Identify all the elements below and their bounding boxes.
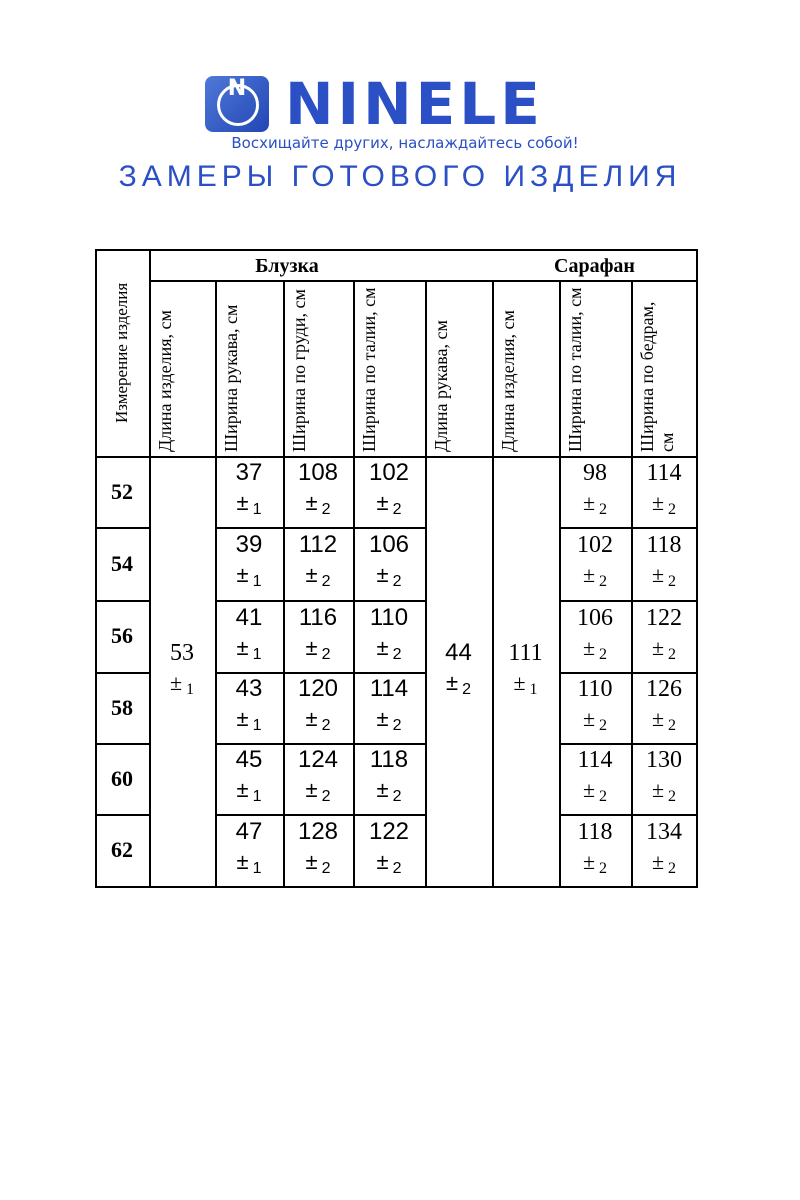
cell-tolerance: ± 2 bbox=[651, 490, 677, 518]
cell-tolerance: ± 1 bbox=[236, 848, 262, 877]
column-header: Ширина по груди, см bbox=[289, 289, 309, 452]
hips-width-cell bbox=[631, 743, 697, 814]
cell-tolerance: ± 2 bbox=[446, 669, 471, 698]
column-header: Ширина рукава, см bbox=[221, 304, 241, 452]
sleeve-width-cell bbox=[215, 743, 283, 814]
size-label: 62 bbox=[111, 837, 133, 862]
cell-value: 126 bbox=[646, 676, 682, 702]
sarafan-waist-cell bbox=[559, 600, 631, 672]
sleeve-width-cell bbox=[215, 814, 283, 886]
sleeve-width-cell bbox=[215, 672, 283, 743]
sarafan-waist-cell bbox=[559, 456, 631, 527]
sleeve-width-cell bbox=[215, 456, 283, 527]
cell-tolerance: ± 1 bbox=[236, 490, 262, 518]
cell-tolerance: ± 2 bbox=[305, 706, 331, 734]
chest-width-cell bbox=[283, 600, 353, 672]
cell-tolerance: ± 1 bbox=[236, 777, 262, 805]
cell-value: 39 bbox=[235, 531, 263, 558]
cell-value: 118 bbox=[577, 818, 613, 845]
sarafan-waist-cell bbox=[559, 814, 631, 886]
cell-value: 124 bbox=[297, 746, 339, 773]
cell-value: 110 bbox=[577, 676, 613, 702]
column-header: Ширина по талии, см bbox=[565, 287, 585, 452]
column-header: Ширина по бедрам, см bbox=[637, 301, 677, 452]
cell-tolerance: ± 2 bbox=[376, 562, 402, 590]
waist-width-cell bbox=[353, 814, 425, 886]
cell-value: 116 bbox=[298, 603, 338, 631]
cell-tolerance: ± 2 bbox=[651, 706, 677, 734]
cell-value: 110 bbox=[369, 603, 409, 631]
cell-value: 102 bbox=[368, 459, 410, 486]
cell-value: 41 bbox=[235, 603, 263, 631]
waist-width-cell bbox=[353, 743, 425, 814]
chest-width-cell bbox=[283, 743, 353, 814]
sarafan-length-cell bbox=[492, 456, 559, 886]
cell-tolerance: ± 2 bbox=[376, 706, 402, 734]
hips-width-cell bbox=[631, 456, 697, 527]
waist-width-cell bbox=[353, 456, 425, 527]
cell-value: 45 bbox=[235, 746, 263, 773]
cell-tolerance: ± 2 bbox=[376, 848, 402, 877]
cell-value: 128 bbox=[297, 817, 339, 845]
cell-tolerance: ± 2 bbox=[651, 634, 677, 663]
cell-value: 102 bbox=[577, 532, 613, 558]
sarafan-waist-cell bbox=[559, 672, 631, 743]
size-label: 54 bbox=[111, 550, 133, 576]
cell-tolerance: ± 2 bbox=[582, 777, 608, 805]
cell-tolerance: ± 2 bbox=[305, 848, 331, 877]
waist-width-cell bbox=[353, 672, 425, 743]
sleeve-width-cell bbox=[215, 600, 283, 672]
cell-value: 118 bbox=[646, 532, 682, 558]
hips-width-cell bbox=[631, 527, 697, 600]
column-header: Длина изделия, см bbox=[155, 310, 175, 452]
cell-value: 118 bbox=[369, 746, 409, 773]
cell-tolerance: ± 2 bbox=[305, 777, 331, 805]
cell-value: 37 bbox=[235, 459, 263, 486]
column-header: Длина изделия, см bbox=[498, 310, 518, 452]
cell-value: 112 bbox=[298, 531, 338, 558]
column-header: Длина рукава, см bbox=[431, 320, 451, 452]
cell-tolerance: ± 2 bbox=[305, 490, 331, 518]
cell-value: 114 bbox=[646, 460, 682, 486]
cell-value: 108 bbox=[297, 459, 339, 486]
cell-value: 53 bbox=[170, 639, 194, 666]
brand-tagline: Восхищайте других, наслаждайтесь собой! bbox=[231, 134, 579, 152]
chest-width-cell bbox=[283, 814, 353, 886]
cell-value: 43 bbox=[235, 675, 263, 702]
brand-badge-letter: N bbox=[227, 76, 247, 101]
cell-value: 130 bbox=[646, 747, 682, 773]
waist-width-cell bbox=[353, 527, 425, 600]
cell-tolerance: ± 2 bbox=[305, 634, 331, 663]
cell-tolerance: ± 2 bbox=[376, 490, 402, 518]
cell-value: 114 bbox=[369, 675, 409, 702]
cell-value: 47 bbox=[235, 817, 263, 845]
cell-value: 44 bbox=[445, 638, 472, 666]
cell-value: 122 bbox=[646, 604, 682, 631]
cell-value: 122 bbox=[368, 817, 410, 845]
group-header-blouse: Блузка bbox=[255, 255, 319, 277]
cell-value: 106 bbox=[368, 531, 410, 558]
sleeve-width-cell bbox=[215, 527, 283, 600]
cell-tolerance: ± 1 bbox=[513, 669, 538, 698]
cell-tolerance: ± 2 bbox=[582, 848, 608, 877]
cell-tolerance: ± 1 bbox=[236, 634, 262, 663]
cell-tolerance: ± 2 bbox=[305, 562, 331, 590]
cell-tolerance: ± 2 bbox=[651, 777, 677, 805]
hips-width-cell bbox=[631, 672, 697, 743]
size-label: 60 bbox=[111, 765, 133, 791]
cell-value: 114 bbox=[577, 747, 613, 773]
cell-tolerance: ± 2 bbox=[376, 777, 402, 805]
size-label: 52 bbox=[111, 478, 133, 504]
sarafan-waist-cell bbox=[559, 743, 631, 814]
group-header-sarafan: Сарафан bbox=[554, 255, 635, 277]
cell-tolerance: ± 2 bbox=[582, 562, 608, 590]
cell-value: 120 bbox=[297, 675, 339, 702]
column-header: Ширина по талии, см bbox=[359, 287, 379, 452]
row-header: Измерение изделия bbox=[112, 282, 131, 423]
cell-value: 106 bbox=[577, 604, 613, 631]
hips-width-cell bbox=[631, 814, 697, 886]
hips-width-cell bbox=[631, 600, 697, 672]
size-label: 56 bbox=[111, 623, 133, 648]
chest-width-cell bbox=[283, 456, 353, 527]
cell-tolerance: ± 2 bbox=[376, 634, 402, 663]
sleeve-length-cell bbox=[425, 456, 492, 886]
cell-value: 134 bbox=[646, 818, 682, 845]
sarafan-waist-cell bbox=[559, 527, 631, 600]
page-title: ЗАМЕРЫ ГОТОВОГО ИЗДЕЛИЯ bbox=[118, 160, 682, 193]
waist-width-cell bbox=[353, 600, 425, 672]
cell-value: 98 bbox=[583, 460, 607, 486]
cell-tolerance: ± 1 bbox=[169, 669, 195, 698]
cell-tolerance: ± 2 bbox=[582, 634, 608, 663]
chest-width-cell bbox=[283, 672, 353, 743]
chest-width-cell bbox=[283, 527, 353, 600]
cell-tolerance: ± 2 bbox=[651, 848, 677, 877]
cell-tolerance: ± 1 bbox=[236, 706, 262, 734]
brand-name: NINELE bbox=[285, 70, 544, 138]
cell-value: 111 bbox=[508, 639, 543, 666]
cell-tolerance: ± 2 bbox=[651, 562, 677, 590]
cell-tolerance: ± 1 bbox=[236, 562, 262, 590]
size-label: 58 bbox=[111, 694, 133, 720]
cell-tolerance: ± 2 bbox=[582, 490, 608, 518]
cell-tolerance: ± 2 bbox=[582, 706, 608, 734]
blouse-length-cell bbox=[149, 456, 215, 886]
